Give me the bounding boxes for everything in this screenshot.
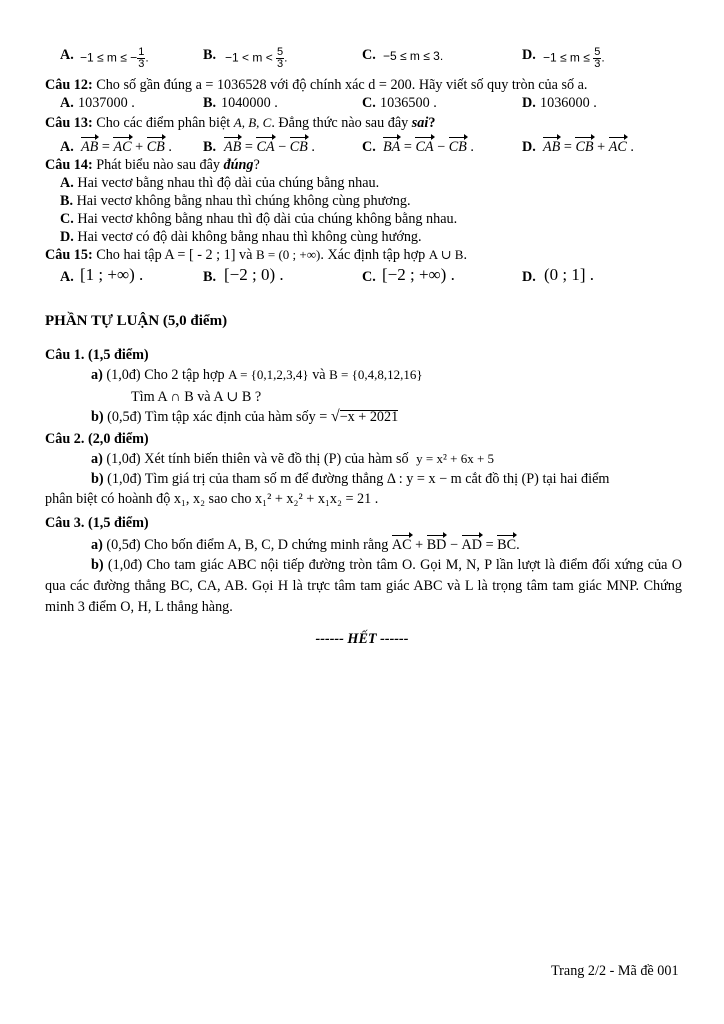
q13-option-a-label: A. (60, 139, 74, 155)
q15-option-b-label: B. (203, 269, 217, 285)
q11-a-den: 3 (138, 58, 145, 70)
q12-text: Cho số gần đúng a = 1036528 với độ chính xác d = 200. Hãy viết số quy tròn của số a. (96, 77, 588, 93)
q11-option-c-label: C. (362, 47, 376, 63)
q14-emph: đúng (223, 157, 254, 173)
q12-label: Câu 12: (45, 77, 93, 93)
q14-option-a-label: A. (60, 175, 74, 191)
essay-c2-b-text: (1,0đ) Tìm giá trị của tham số m để đường thẳng Δ : y = x − m cắt đồ thị (P) tại hai điểm (107, 471, 610, 487)
q15-option-b: [−2 ; 0) . (224, 265, 284, 284)
essay-c1-title: Câu 1. (1,5 điểm) (45, 347, 149, 363)
q12-option-b-label: B. (203, 95, 217, 111)
q14-option-a (60, 174, 379, 192)
q15-text2: . Xác định tập hợp (320, 247, 426, 263)
q14-option-a-text: Hai vectơ bằng nhau thì độ dài của chúng bằng nhau. (77, 175, 380, 191)
q12-stem (45, 76, 587, 94)
q14-option-d (60, 228, 422, 246)
q15-option-d: (0 ; 1] . (544, 265, 595, 284)
q13-option-c-label: C. (362, 139, 376, 155)
q13-option-a: AB = AC + CB . (81, 139, 172, 155)
q15-option-a-label: A. (60, 269, 74, 285)
essay-c1-a (91, 366, 423, 384)
essay-c2-title: Câu 2. (2,0 điểm) (45, 431, 149, 447)
q12-option-a-label: A. (60, 95, 74, 111)
essay-c1-b (91, 408, 398, 426)
essay-c1-b-func-rad: −x + 2021 (339, 409, 399, 425)
q11-b-num: 5 (277, 46, 284, 58)
q11-option-d: −1 ≤ m ≤ $\frac{5}{3}$ . (543, 46, 605, 70)
q14-option-d-text: Hai vectơ có độ dài không bằng nhau thì không cùng hướng. (77, 229, 422, 245)
essay-c1-a-text: (1,0đ) Cho 2 tập hợp (106, 367, 225, 383)
q14-option-b-label: B. (60, 193, 74, 209)
q14-text: Phát biểu nào sau đây (96, 157, 220, 173)
page-footer: Trang 2/2 - Mã đề 001 (551, 963, 679, 979)
q12-option-a: 1037000 . (78, 95, 135, 111)
essay-c2-a-label: a) (91, 451, 103, 467)
q13-option-c: BA = CA − CB . (383, 139, 474, 155)
q14-option-c-text: Hai vectơ không bằng nhau thì độ dài của chúng không bằng nhau. (77, 211, 458, 227)
essay-c2-a-text: (1,0đ) Xét tính biến thiên và vẽ đồ thị (P) của hàm số (106, 451, 409, 467)
essay-c1-b-label: b) (91, 409, 104, 425)
q12-option-d-label: D. (522, 95, 536, 111)
q12-option-d: 1036000 . (540, 95, 597, 111)
sqrt-icon: √ (330, 408, 340, 425)
q13-option-d: AB = CB + AC . (543, 139, 634, 155)
essay-c1-set-a: A = {0,1,2,3,4} (228, 367, 309, 382)
q11-option-a-text: −1 ≤ m ≤ − (80, 50, 138, 65)
q11-d-den: 3 (594, 58, 601, 70)
q13-text: Cho các điểm phân biệt (96, 115, 231, 131)
essay-c1-b-text: (0,5đ) Tìm tập xác định của hàm số (107, 409, 309, 425)
essay-c3-b-label: b) (91, 557, 104, 573)
q14-stem (45, 156, 260, 174)
q13-stem (45, 114, 435, 132)
q12-option-c: 1036500 . (380, 95, 437, 111)
q13-emph: sai (411, 115, 429, 131)
q13-points: A, B, C (233, 115, 272, 130)
essay-c1-b-func-pre: y = (308, 409, 331, 425)
essay-c3-a-eq: AC + BD − AD = BC (391, 537, 517, 553)
q13-end: ? (428, 115, 436, 131)
essay-c3-title: Câu 3. (1,5 điểm) (45, 515, 149, 531)
q15-option-c: [−2 ; +∞) . (382, 265, 455, 284)
end-marker: ------ HẾT ------ (315, 631, 409, 647)
q14-option-d-label: D. (60, 229, 74, 245)
q13-option-b: AB = CA − CB . (224, 139, 315, 155)
q11-d-num: 5 (594, 46, 601, 58)
essay-c3-a-eq-end: . (516, 537, 520, 553)
q14-label: Câu 14: (45, 157, 93, 173)
essay-c3-a-label: a) (91, 537, 103, 553)
q15-text: Cho hai tập A = [ - 2 ; 1] và (96, 247, 253, 263)
q15-label: Câu 15: (45, 247, 93, 263)
q15-union: A ∪ B (428, 247, 464, 262)
essay-c2-b-line2: phân biệt có hoành độ x₁, x₂ sao cho x₁² + x₂² + x₁x₂ = 21 . (45, 491, 379, 507)
essay-c3-a-text: (0,5đ) Cho bốn điểm A, B, C, D chứng minh rằng (106, 537, 389, 553)
q11-option-a-label: A. (60, 47, 74, 63)
essay-c2-b-label: b) (91, 471, 104, 487)
q14-option-c (60, 210, 457, 228)
essay-c1-a-label: a) (91, 367, 103, 383)
q13-label: Câu 13: (45, 115, 93, 131)
q14-end: ? (253, 157, 260, 173)
essay-c2-a-func: y = x² + 6x + 5 (416, 451, 495, 466)
q11-option-a: −1 ≤ m ≤ − $\frac{1}{3}$ . (80, 46, 149, 70)
essay-c3-b-text: (1,0đ) Cho tam giác ABC nội tiếp đường tròn tâm O. Gọi M, N, P lần lượt là điểm đối xứng của O qua các đường thẳng BC, CA, AB. Gọi H là trực tâm tam giác ABC và L là trọng tâm tam giác MNP. Chứng minh 3 điểm O, H, L thẳng hàng. (45, 557, 682, 615)
q11-option-d-text: −1 ≤ m ≤ (543, 50, 594, 65)
essay-c1-set-b: B = {0,4,8,12,16} (329, 367, 423, 382)
q11-option-c-text: −5 ≤ m ≤ 3. (383, 49, 444, 63)
q15-stem: Câu 15: Cho hai tập A = [ - 2 ; 1] và B = (0 ; +∞). Xác định tập hợp A ∪ B. (45, 247, 467, 263)
essay-c2-a (91, 450, 494, 468)
q15-option-a: [1 ; +∞) . (80, 265, 144, 284)
q11-option-d-label: D. (522, 47, 536, 63)
q14-option-b-text: Hai vectơ không bằng nhau thì chúng không cùng phương. (76, 193, 411, 209)
q13-text-after: . Đẳng thức nào sau đây (271, 115, 409, 131)
q15-set-b: B = (0 ; +∞) (255, 247, 321, 262)
q11-option-b-label: B. (203, 47, 217, 63)
essay-c1-find: Tìm A ∩ B và A ∪ B ? (131, 389, 262, 405)
essay-c2-b (91, 470, 609, 488)
q15-option-c-label: C. (362, 269, 376, 285)
q14-option-c-label: C. (60, 211, 74, 227)
q14-option-b (60, 192, 411, 210)
q11-b-den: 3 (277, 58, 284, 70)
essay-heading: PHẦN TỰ LUẬN (5,0 điểm) (45, 313, 228, 329)
q11-a-num: 1 (138, 46, 145, 58)
essay-c3-a (91, 536, 520, 554)
essay-c3-b (45, 555, 682, 618)
q12-option-c-label: C. (362, 95, 376, 111)
q12-option-b: 1040000 . (221, 95, 278, 111)
q11-option-b-text: −1 < m < (225, 50, 277, 65)
q15-option-d-label: D. (522, 269, 536, 285)
q13-option-b-label: B. (203, 139, 217, 155)
q11-option-b: −1 < m < $\frac{5}{3}$ . (225, 46, 288, 70)
q13-option-d-label: D. (522, 139, 536, 155)
essay-c1-and: và (312, 367, 326, 383)
